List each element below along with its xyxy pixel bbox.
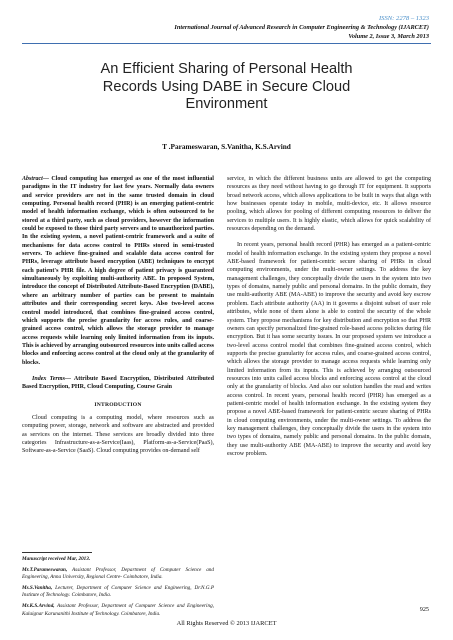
author-list: T .Parameswaran, S.Vanitha, K.S.Arvind — [162, 142, 291, 151]
left-column — [22, 175, 214, 456]
abstract-body — [22, 176, 214, 366]
author-notes — [22, 556, 214, 622]
index-terms-text: Attribute Based Encryption, Distributed Attributed Based Encryption, PHR, Cloud Computing, Course Grain — [22, 375, 214, 391]
author-note-text: Lecturer, Department of Computer Science and Engineering, Dr.N.G.P Institute of Technology. Coimbatore, India. — [22, 585, 214, 599]
body-paragraph: service, in which the different business units are allowed to get the computing resources as they need without having to go through IT for equipment. It supports broad network access, which allows applications to be built in ways that align with how businesses operate today in mobile, multi-device, etc. It allows resource pooling, which allows for pooling of different computing resources to deliver the services to multiple users. It is highly elastic, which allows for quick scalability of resources depending on the demand. — [227, 176, 431, 233]
header-rule — [22, 43, 431, 44]
index-terms — [22, 375, 214, 392]
paper-title — [60, 61, 393, 114]
author-note — [22, 567, 214, 581]
title-line: Environment — [185, 96, 268, 113]
right-column — [227, 175, 431, 458]
author-note-text: Assistant Professor, Department of Computer Science and Engineering, Anna University, Regional Centre- Coimbatore, India. — [22, 567, 214, 581]
author-note — [22, 603, 214, 617]
abstract-text: Cloud computing has emerged as one of the most influential paradigms in the IT industry for last few years. Normally data owners and service providers are not in the same trusted domain in cloud computing. Personal health record (PHR) is an emerging patient-centric model of health information exchange, which is often outsourced to be stored at a third party, such as cloud providers, however the information could be exposed to those third party servers and to unauthorized parties. In the existing system, a novel patient-centric framework and a suite of mechanisms for data access control to PHRs stored in semi-trusted servers. To achieve fine-grained and scalable data access control for PHRs, leverage attribute based encryption (ABE) techniques to encrypt each patient's PHR file. A high degree of patient privacy is guaranteed simultaneously by exploiting multi-authority ABE. In proposed System, introduce the concept of Distributed Attribute-Based Encryption (DABE), where an arbitrary number of parties can be present to maintain attributes and their corresponding secret keys. Also two-level access control model introduced, that combines fine-grained access control, which supports the precise granularity for access rules, and coarse-grained access control, which allows the storage provider to manage access requests while learning only limited information from its inputs. This is achieved by arranging outsourced resources into units called access blocks and enforcing access control at the cloud only at the granularity of blocks. — [22, 176, 214, 366]
introduction-heading: INTRODUCTION — [94, 401, 142, 408]
title-line: An Efficient Sharing of Personal Health — [100, 61, 353, 77]
journal-volume: Volume 2, Issue 3, March 2013 — [348, 32, 429, 40]
journal-name: International Journal of Advanced Research in Computer Engineering & Technology (IJARCET) — [174, 24, 429, 31]
journal-header — [24, 24, 429, 42]
manuscript-received: Manuscript received Mar, 2013. — [22, 556, 91, 562]
issn-number: ISSN: 2278 – 1323 — [378, 15, 429, 22]
index-terms-dash: — — [64, 375, 74, 382]
page-number: 925 — [419, 606, 429, 613]
body-paragraph: In recent years, personal health record (PHR) has emerged as a patient-centric model of health information exchange. In the existing system they propose a novel ABE-based framework for patient-centric secure sharing of PHRs in cloud computing environments, under the multi-owner settings. To address the key management challenges, they conceptually divide the users in the system into two types of domains, namely public and personal domains. In the public domain, they use multi-authority ABE (MA-ABE) to improve the security and avoid key escrow problem. Each attribute authority (AA) in it governs a disjoint subset of user role attributes, while none of them alone is able to control the security of the whole system. They propose mechanisms for key distribution and encryption so that PHR owners can specify personalized fine-grained role-based access policies during file encryption. But it has some security issues. In our proposed system we introduce a two-level access control model that combines fine-grained access control, which supports the precise granularity for access rules, and coarse-grained access control, which allows the storage provider to manage access requests while learning only limited information from its inputs. This is achieved by arranging outsourced resources into units called access blocks and enforcing access control at the cloud only at the granularity of blocks. And also our solution handles the read and writes access control. In recent years, personal health record (PHR) has emerged as a patient-centric model of health information exchange. In the existing system they propose a novel ABE-based framework for patient-centric secure sharing of PHRs in cloud computing environments, under the multi-owner settings. To address the key management challenges, they conceptually divide the users in the system into two types of domains, namely public and personal domains. In the public domain, they use multi-authority ABE (MA-ABE) to improve the security and avoid key escrow problem. — [227, 242, 431, 457]
index-terms-label: Index Terms — [32, 375, 65, 382]
author-note-name: Mr.T.Parameswaran, — [22, 567, 68, 574]
footnote-rule — [22, 552, 92, 553]
author-note — [22, 585, 214, 599]
introduction-paragraph: Cloud computing is a computing model, where resources such as computing power, storage, network and software are abstracted and provided as services on the internet. These services are broadly divided into three categories Infrastructure-as-a-Service(Iaas), Platform-as-a-Service(PaaS), Software-as-a-Service (SaaS). Cloud computing provides on-demand self — [22, 414, 214, 455]
abstract-dash: — — [42, 176, 52, 182]
title-line: Records Using DABE in Secure Cloud — [102, 78, 351, 95]
copyright-footer: All Rights Reserved © 2013 IJARCET — [176, 620, 277, 627]
author-note-name: Ms.S.Vanitha, — [22, 585, 53, 592]
author-note-name: Mr.K.S.Arvind, — [22, 603, 55, 610]
abstract-label: Abstract — [22, 176, 43, 182]
author-note-text: Assistant Professor, Department of Computer Science and Engineering, Kalaignar Karunanithi Institute of Technology. Coimbatore, India. — [22, 603, 214, 617]
abstract — [22, 175, 214, 367]
